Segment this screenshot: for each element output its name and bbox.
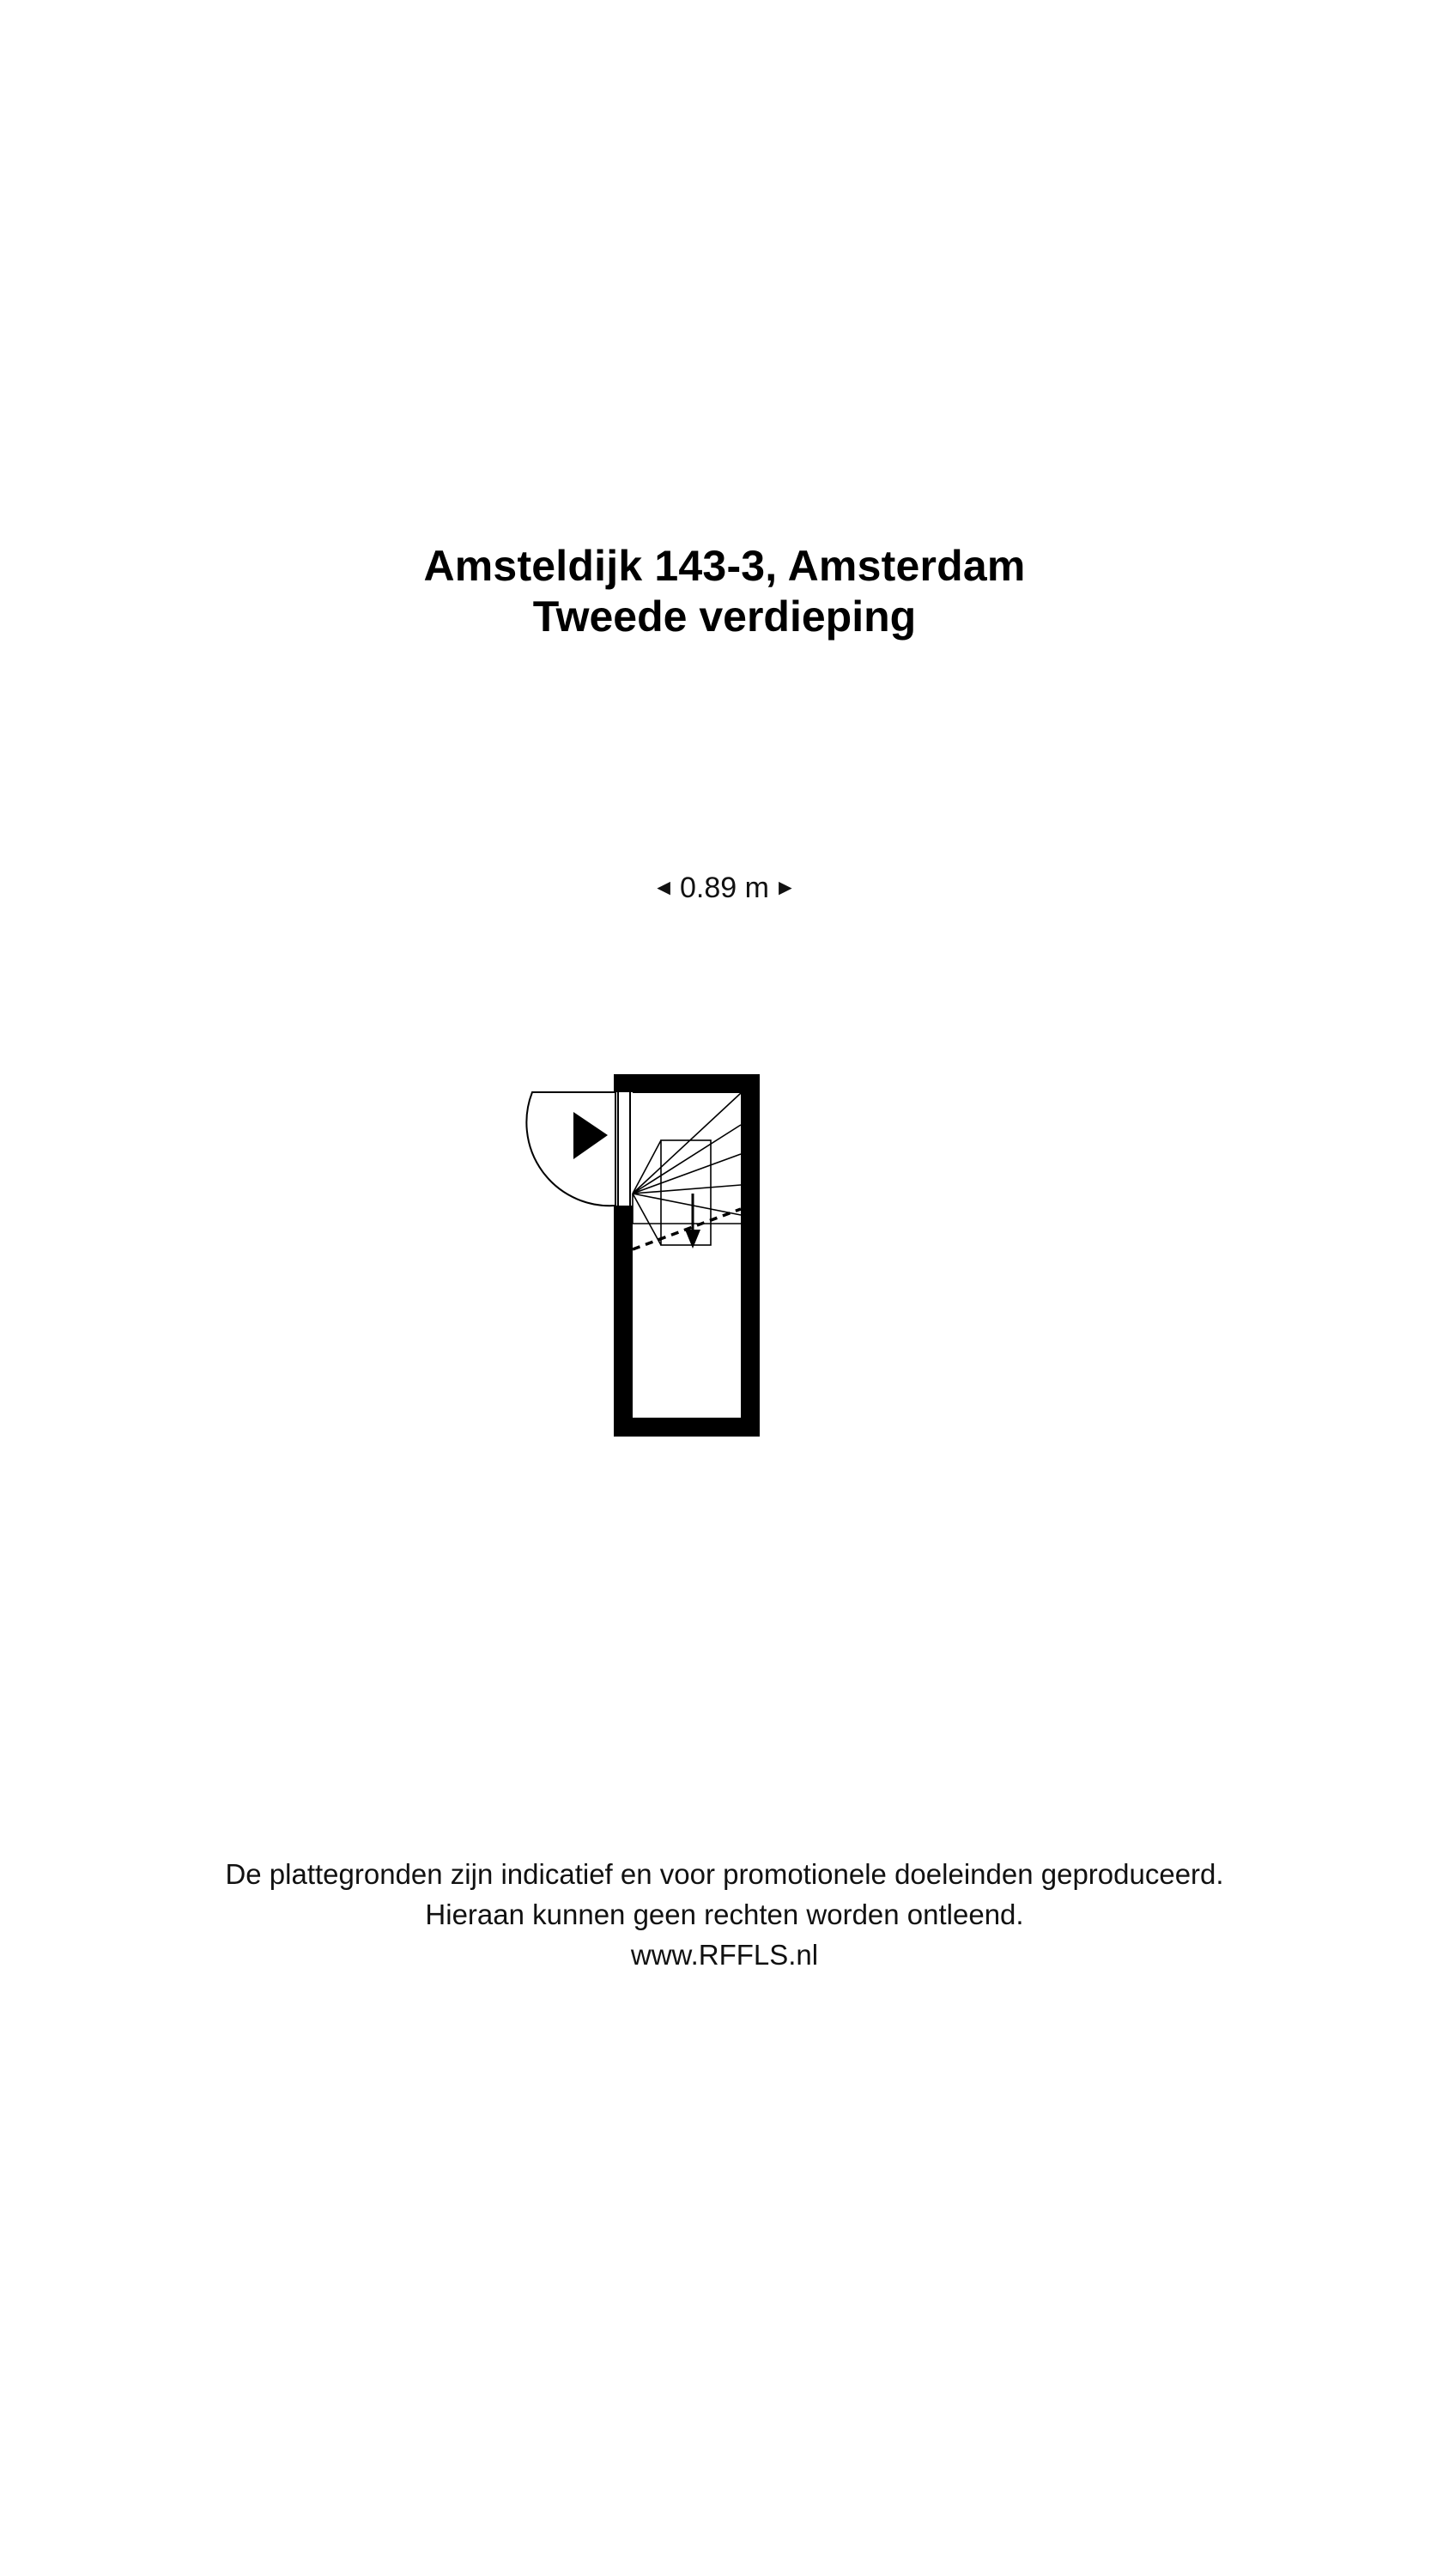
page-title	[0, 541, 1449, 642]
footer-website: www.RFFLS.nl	[630, 1938, 819, 1971]
door-swing-icon	[526, 1092, 615, 1206]
arrow-right-icon: ►	[773, 874, 797, 900]
footer-line-2: Hieraan kunnen geen rechten worden ontleend.	[425, 1898, 1024, 1930]
door-opening	[615, 1092, 633, 1206]
dimension-value: 0.89 m	[680, 872, 769, 904]
floorplan-drawing	[446, 1065, 927, 1649]
footer-disclaimer	[0, 1855, 1449, 1976]
arrow-left-icon: ◄	[652, 874, 676, 900]
dimension-label	[0, 872, 1449, 905]
footer-line-1: De plattegronden zijn indicatief en voor promotionele doeleinden geproduceerd.	[225, 1858, 1224, 1890]
page-title-address: Amsteldijk 143-3, Amsterdam	[423, 542, 1026, 590]
page-title-floor: Tweede verdieping	[532, 592, 917, 641]
